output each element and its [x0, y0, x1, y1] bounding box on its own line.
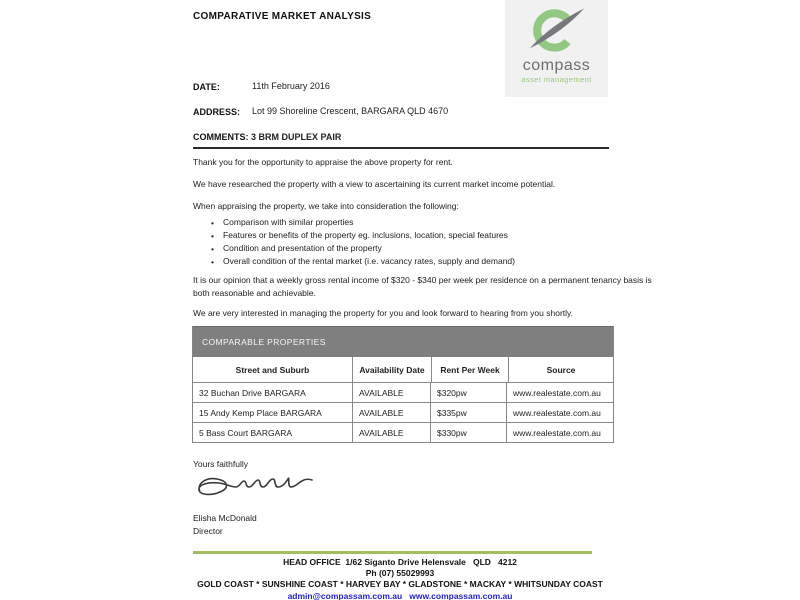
consideration-list [211, 217, 651, 269]
source-cell: www.realestate.com.au [506, 423, 613, 442]
footer-phone: Ph (07) 55029993 [365, 568, 435, 579]
list-item [211, 217, 651, 230]
footer-regions: GOLD COAST * SUNSHINE COAST * HARVEY BAY * GLADSTONE * MACKAY * WHITSUNDAY COAST [197, 579, 603, 590]
comments-value: 3 BRM DUPLEX PAIR [251, 132, 342, 142]
sender-name: Elisha McDonald [193, 513, 257, 523]
comparable-properties-table [192, 326, 614, 443]
list-item-text: Condition and presentation of the property [223, 243, 382, 253]
rent-cell: $335pw [430, 403, 506, 422]
compass-logo-icon [517, 4, 597, 61]
address-value: Lot 99 Shoreline Crescent, BARGARA QLD 4670 [252, 106, 449, 116]
list-item [211, 256, 651, 269]
list-item [211, 230, 651, 243]
footer-links-spacer [405, 591, 407, 600]
header-divider [193, 147, 609, 149]
source-cell: www.realestate.com.au [506, 403, 613, 422]
table-header-row [193, 357, 613, 382]
availability-cell: AVAILABLE [352, 423, 430, 442]
bullet-icon: • [211, 231, 214, 241]
list-item-text: Features or benefits of the property eg. inclusions, location, special features [223, 230, 508, 240]
comments-label: COMMENTS: [193, 132, 249, 142]
logo-tagline-text: asset management [521, 75, 592, 84]
date-label: DATE: [193, 82, 220, 92]
footer [0, 557, 800, 600]
column-header: Rent Per Week [431, 357, 508, 382]
paragraph-considerations: When appraising the property, we take into consideration the following: [193, 201, 459, 211]
handwritten-signature [186, 466, 346, 515]
street-cell: 32 Buchan Drive BARGARA [199, 387, 306, 398]
street-cell: 5 Bass Court BARGARA [199, 427, 293, 438]
date-value: 11th February 2016 [252, 81, 330, 91]
table-row [193, 382, 613, 402]
email-link[interactable]: admin@compassam.com.au [287, 590, 403, 600]
list-item-text: Comparison with similar properties [223, 217, 354, 227]
paragraph-closing: We are very interested in managing the property for you and look forward to hearing from you shortly. [193, 308, 574, 318]
availability-cell: AVAILABLE [352, 383, 430, 402]
rent-cell: $320pw [430, 383, 506, 402]
street-cell: 15 Andy Kemp Place BARGARA [199, 407, 322, 418]
list-item [211, 243, 651, 256]
source-cell: www.realestate.com.au [506, 383, 613, 402]
bullet-icon: • [211, 218, 214, 228]
valediction: Yours faithfully [193, 459, 248, 469]
availability-cell: AVAILABLE [352, 403, 430, 422]
paragraph-opinion: It is our opinion that a weekly gross rental income of $320 - $340 per week per residence on a permanent tenancy basis is both reasonable and achievable. [193, 275, 652, 298]
rent-cell: $330pw [430, 423, 506, 442]
footer-head-office: HEAD OFFICE 1/62 Siganto Drive Helensvale QLD 4212 [283, 557, 517, 567]
paragraph-intro: Thank you for the opportunity to appraise the above property for rent. [193, 157, 453, 167]
list-item-text: Overall condition of the rental market (i.e. vacancy rates, supply and demand) [223, 256, 515, 266]
table-row [193, 402, 613, 422]
paragraph-research: We have researched the property with a view to ascertaining its current market income potential. [193, 179, 556, 189]
compass-logo [505, 0, 608, 97]
column-header: Availability Date [352, 357, 431, 382]
footer-accent-rule [193, 551, 592, 554]
page-title: COMPARATIVE MARKET ANALYSIS [193, 11, 372, 22]
website-link[interactable]: www.compassam.com.au [409, 590, 513, 600]
bullet-icon: • [211, 244, 214, 254]
bullet-icon: • [211, 257, 214, 267]
address-label: ADDRESS: [193, 107, 241, 117]
sender-block [193, 512, 257, 538]
logo-brand-text: compass [522, 57, 591, 74]
column-header: Source [508, 357, 613, 382]
table-row [193, 422, 613, 442]
column-header: Street and Suburb [235, 364, 310, 375]
sender-role: Director [193, 526, 223, 536]
table-banner: COMPARABLE PROPERTIES [193, 326, 613, 357]
